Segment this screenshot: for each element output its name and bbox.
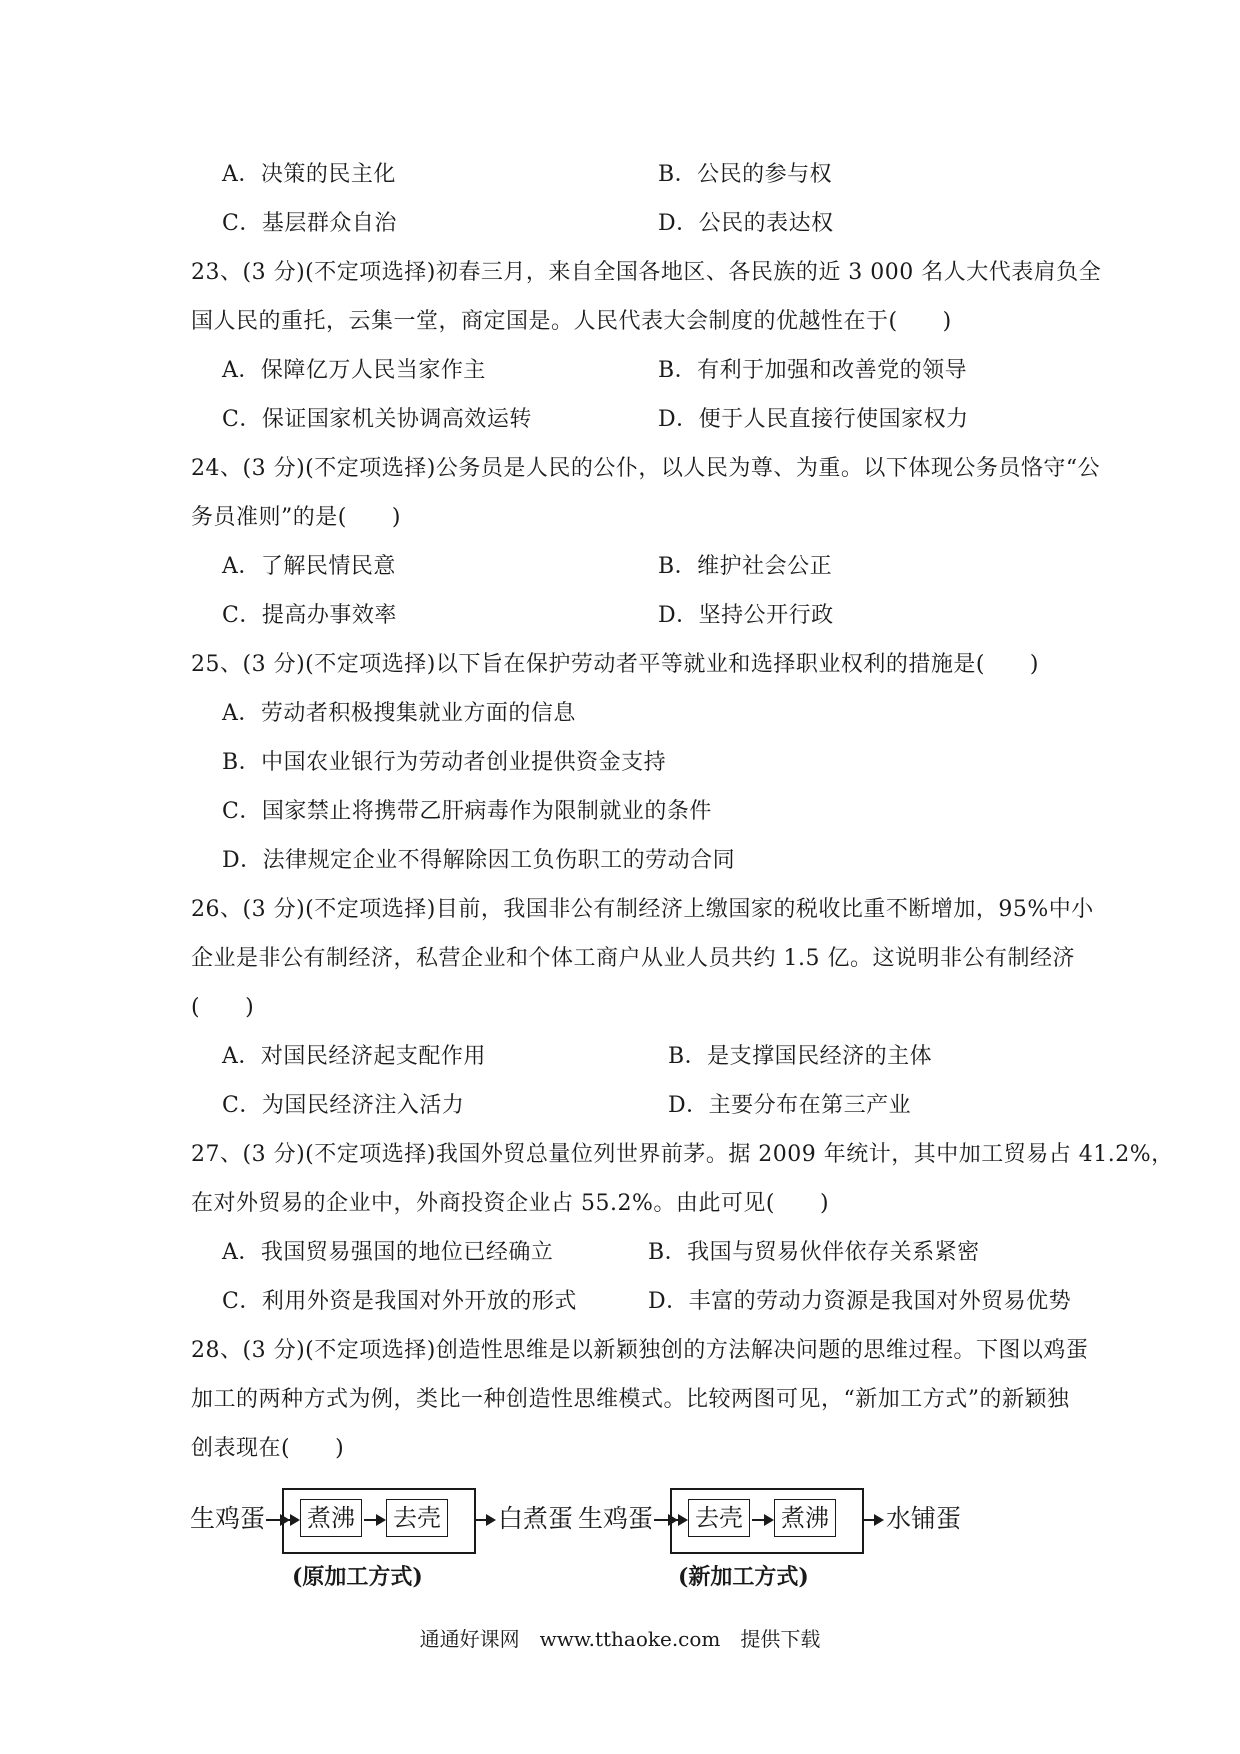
q24-stem-line1: 24、(3 分)(不定项选择)公务员是人民的公仆，以人民为尊、为重。以下体现公务员恪守“公	[191, 456, 1101, 481]
right-step2-box: 煮沸	[774, 1499, 836, 1537]
left-step2-box: 去壳	[386, 1499, 448, 1537]
right-step1-box: 去壳	[688, 1499, 750, 1537]
arrow	[364, 1519, 384, 1521]
q22-option-d: D．公民的表达权	[658, 211, 834, 236]
q27-option-b: B．我国与贸易伙伴依存关系紧密	[648, 1240, 980, 1265]
q24-option-a: A．了解民情民意	[222, 554, 396, 579]
q23-option-b: B．有利于加强和改善党的领导	[658, 358, 968, 383]
q27-option-c: C．利用外资是我国对外开放的形式	[222, 1289, 577, 1314]
q25-option-a: A．劳动者积极搜集就业方面的信息	[222, 701, 576, 726]
q28-stem-line1: 28、(3 分)(不定项选择)创造性思维是以新颖独创的方法解决问题的思维过程。下图以鸡蛋	[191, 1338, 1089, 1363]
q24-option-b: B．维护社会公正	[658, 554, 833, 579]
q26-stem-line3: ( )	[191, 995, 255, 1020]
page-footer: 通通好课网 www.tthaoke.com 提供下载	[419, 1627, 821, 1651]
q26-option-c: C．为国民经济注入活力	[222, 1093, 465, 1118]
q27-stem-line2: 在对外贸易的企业中，外商投资企业占 55.2%。由此可见( )	[191, 1191, 830, 1216]
left-input-label: 生鸡蛋	[190, 1504, 266, 1533]
q28-stem-line2: 加工的两种方式为例，类比一种创造性思维模式。比较两图可见，“新加工方式”的新颖独	[191, 1387, 1070, 1412]
q24-stem-line2: 务员准则”的是( )	[191, 505, 401, 530]
q26-stem-line1: 26、(3 分)(不定项选择)目前，我国非公有制经济上缴国家的税收比重不断增加，95%中小	[191, 897, 1094, 922]
q22-option-b: B．公民的参与权	[658, 162, 833, 187]
left-caption: (原加工方式)	[292, 1564, 423, 1590]
q25-option-b: B．中国农业银行为劳动者创业提供资金支持	[222, 750, 667, 775]
arrow	[284, 1519, 298, 1521]
egg-process-diagram	[180, 1480, 980, 1590]
q23-option-a: A．保障亿万人民当家作主	[222, 358, 486, 383]
arrow	[752, 1519, 772, 1521]
right-caption: (新加工方式)	[678, 1564, 809, 1590]
q23-stem-line1: 23、(3 分)(不定项选择)初春三月，来自全国各地区、各民族的近 3 000 名人大代表肩负全	[191, 260, 1102, 285]
left-step1-box: 煮沸	[300, 1499, 362, 1537]
right-output-label: 水铺蛋	[886, 1504, 962, 1533]
q24-option-c: C．提高办事效率	[222, 603, 397, 628]
q22-option-a: A．决策的民主化	[222, 162, 396, 187]
q24-option-d: D．坚持公开行政	[658, 603, 834, 628]
left-output-label: 白煮蛋	[498, 1504, 574, 1533]
q26-option-d: D．主要分布在第三产业	[668, 1093, 912, 1118]
q26-stem-line2: 企业是非公有制经济，私营企业和个体工商户从业人员共约 1.5 亿。这说明非公有制经济	[191, 946, 1075, 971]
q23-option-d: D．便于人民直接行使国家权力	[658, 407, 969, 432]
q27-option-d: D．丰富的劳动力资源是我国对外贸易优势	[648, 1289, 1072, 1314]
arrow	[672, 1519, 686, 1521]
arrow	[862, 1519, 882, 1521]
right-input-label: 生鸡蛋	[578, 1504, 654, 1533]
arrow	[474, 1519, 494, 1521]
q23-stem-line2: 国人民的重托，云集一堂，商定国是。人民代表大会制度的优越性在于( )	[191, 309, 952, 334]
q23-option-c: C．保证国家机关协调高效运转	[222, 407, 532, 432]
q28-stem-line3: 创表现在( )	[191, 1436, 345, 1461]
q25-option-d: D．法律规定企业不得解除因工负伤职工的劳动合同	[222, 848, 736, 873]
q27-option-a: A．我国贸易强国的地位已经确立	[222, 1240, 554, 1265]
q25-stem-line1: 25、(3 分)(不定项选择)以下旨在保护劳动者平等就业和选择职业权利的措施是( )	[191, 652, 1039, 677]
q26-option-b: B．是支撑国民经济的主体	[668, 1044, 933, 1069]
q25-option-c: C．国家禁止将携带乙肝病毒作为限制就业的条件	[222, 799, 712, 824]
q22-option-c: C．基层群众自治	[222, 211, 397, 236]
q27-stem-line1: 27、(3 分)(不定项选择)我国外贸总量位列世界前茅。据 2009 年统计，其中加工贸易占 41.2%，	[191, 1142, 1174, 1167]
q26-option-a: A．对国民经济起支配作用	[222, 1044, 486, 1069]
